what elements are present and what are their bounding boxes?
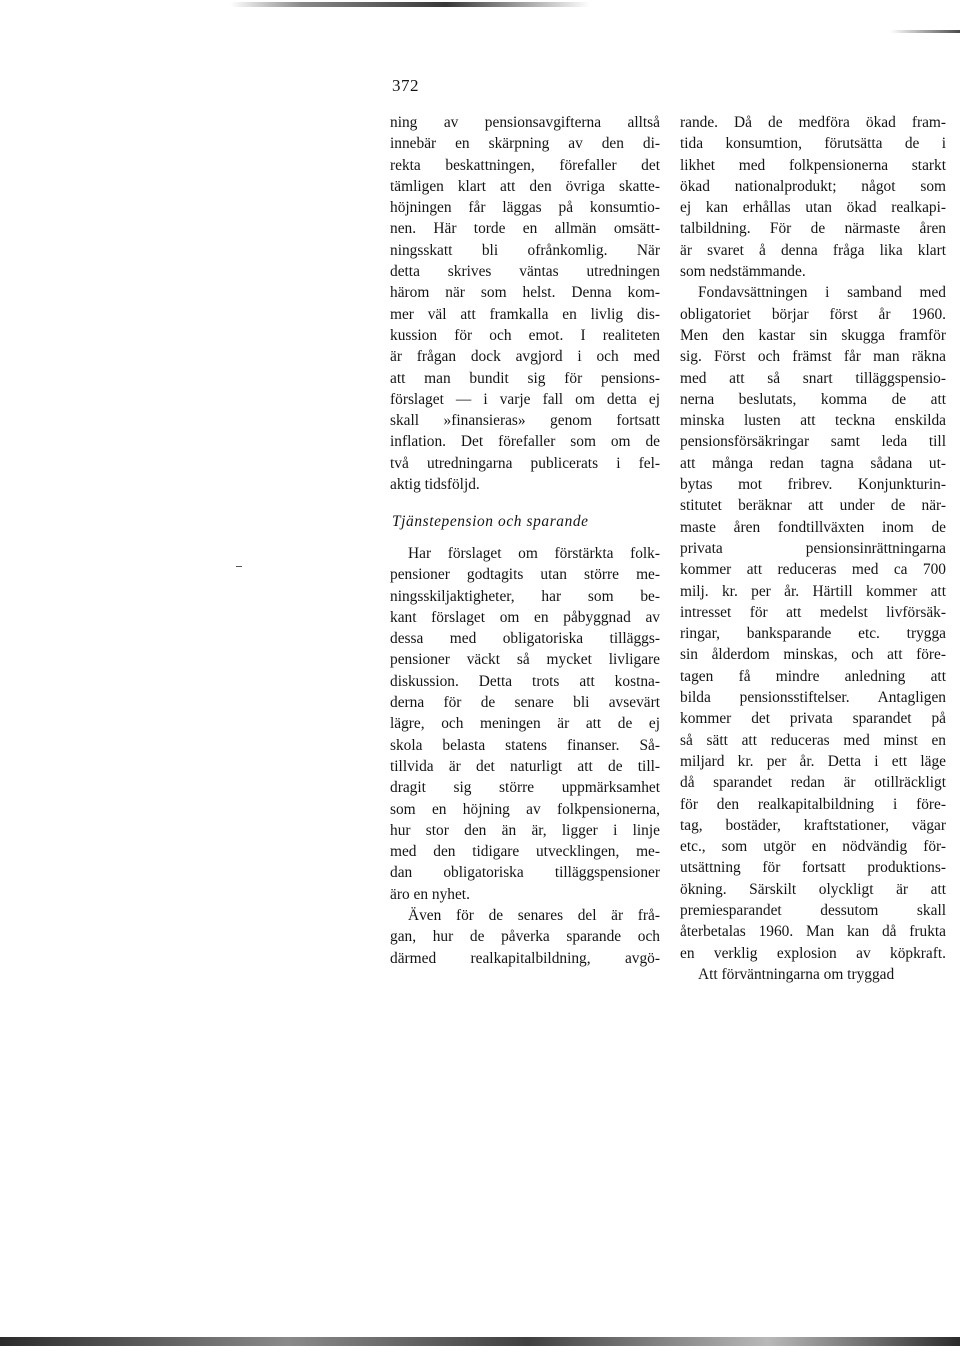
text-line: kant förslaget om en påbyggnad av bbox=[390, 608, 660, 626]
text-line: är svaret å denna fråga lika klart bbox=[680, 241, 946, 259]
text-line: sig. Först och främst får man räkna bbox=[680, 348, 946, 366]
text-line: ning av pensionsavgifterna alltså bbox=[390, 114, 660, 131]
right-column bbox=[680, 112, 946, 985]
text-line: obligatoriet börjar först år 1960. bbox=[680, 305, 946, 323]
text-line: utsättning för fortsatt produktions- bbox=[680, 859, 946, 877]
text-line: mer väl att framkalla en livlig dis- bbox=[390, 305, 660, 323]
text-line: förslaget — i varje fall om detta ej bbox=[390, 390, 660, 408]
text-line: likhet med folkpensionerna starkt bbox=[680, 156, 946, 174]
text-line: intresset för att medelst livförsäk- bbox=[680, 603, 946, 621]
margin-mark bbox=[236, 566, 242, 567]
text-line: rande. Då de medföra ökad fram- bbox=[680, 114, 946, 131]
text-line: som en höjning av folkpensionerna, bbox=[390, 800, 660, 818]
text-line: milj. kr. per år. Härtill kommer att bbox=[680, 582, 946, 600]
text-line: derna för de senare bli avsevärt bbox=[390, 694, 660, 712]
text-line: inflation. Det förefaller som om de bbox=[390, 433, 660, 451]
text-line: detta skrives väntas utredningen bbox=[390, 263, 660, 281]
text-line: för den realkapitalbildning i före- bbox=[680, 795, 946, 813]
text-line: återbetalas 1960. Man kan då frukta bbox=[680, 923, 946, 941]
text-line: minska lusten att teckna enskilda bbox=[680, 412, 946, 430]
text-line: då sparandet redan är otillräckligt bbox=[680, 774, 946, 792]
text-line: rekta beskattningen, förefaller det bbox=[390, 156, 660, 174]
scan-edge-top-right bbox=[890, 30, 960, 33]
text-line: premiesparandet dessutom skall bbox=[680, 901, 946, 919]
text-line: nerna beslutats, komma de att bbox=[680, 390, 946, 408]
text-line: så sätt att reduceras med minst en bbox=[680, 731, 946, 749]
scan-edge-top bbox=[230, 2, 590, 7]
text-line: hur stor den än är, ligger i linje bbox=[390, 821, 660, 839]
text-line: pensioner väckt så mycket livligare bbox=[390, 651, 660, 669]
text-line: att många redan tagna sådana ut- bbox=[680, 454, 946, 472]
text-line: är frågan dock avgjord i och med bbox=[390, 348, 660, 366]
text-line: lägre, och meningen är att de ej bbox=[390, 715, 660, 733]
text-line: Att förväntningarna om tryggad bbox=[698, 965, 895, 983]
text-line: talbildning. För de närmaste åren bbox=[680, 220, 946, 238]
text-line: Fondavsättningen i samband med bbox=[698, 284, 946, 302]
text-line: ningsskatt bli ofrånkomlig. När bbox=[390, 241, 660, 259]
text-line: diskussion. Detta trots att kostna- bbox=[390, 672, 660, 690]
text-line: tida konsumtion, förutsätta de i bbox=[680, 135, 946, 153]
text-line: ringar, banksparande etc. trygga bbox=[680, 625, 946, 643]
text-line: dessa med obligatoriska tilläggs- bbox=[390, 630, 660, 648]
text-line: etc., som utgör en nödvändig för- bbox=[680, 838, 946, 856]
text-line: tag, bostäder, kraftstationer, vägar bbox=[680, 816, 946, 834]
text-line: Men den kastar sin skugga framför bbox=[680, 326, 946, 344]
text-line: tämligen klart att den övriga skatte- bbox=[390, 177, 660, 195]
text-line: ej kan erhållas utan ökad realkapi- bbox=[680, 199, 946, 217]
text-line: höjningen får läggas på konsumtio- bbox=[390, 199, 660, 217]
text-line: stitutet beräknar att under de när- bbox=[680, 497, 946, 515]
text-line: privata pensionsinrättningarna bbox=[680, 539, 946, 557]
text-line: gan, hur de påverka sparande och bbox=[390, 928, 660, 946]
page-number: 372 bbox=[392, 76, 419, 95]
text-line: en verklig explosion av köpkraft. bbox=[680, 944, 946, 962]
scan-edge-bottom bbox=[0, 1337, 960, 1346]
text-line: pensionsförsäkringar samt leda till bbox=[680, 433, 946, 451]
text-line: kommer det privata sparandet på bbox=[680, 710, 946, 728]
text-line: härom när som helst. Denna kom- bbox=[390, 284, 660, 302]
text-line: pensioner godtagits utan större me- bbox=[390, 566, 660, 584]
text-line: äro en nyhet. bbox=[390, 885, 470, 903]
text-line: ökning. Särskilt olyckligt är att bbox=[680, 880, 946, 898]
text-line: aktig tidsföljd. bbox=[390, 476, 480, 494]
text-line: dan obligatoriska tilläggspensioner bbox=[390, 864, 660, 882]
text-line: miljard kr. per år. Detta i ett läge bbox=[680, 752, 946, 770]
text-line: kommer att reduceras med ca 700 bbox=[680, 561, 946, 579]
section-heading: Tjänstepension och sparande bbox=[392, 513, 589, 530]
text-line: nen. Här torde en allmän omsätt- bbox=[390, 220, 660, 238]
text-line: dragit sig större uppmärksamhet bbox=[390, 779, 660, 797]
text-line: Även för de senares del är frå- bbox=[408, 907, 660, 925]
text-line: bytas mot fribrev. Konjunkturin- bbox=[680, 476, 946, 494]
text-line: som nedstämmande. bbox=[680, 263, 806, 281]
text-line: innebär en skärpning av den di- bbox=[390, 135, 660, 153]
text-line: bilda pensionsstiftelser. Antagligen bbox=[680, 689, 946, 707]
text-line: skola belasta statens finanser. Så- bbox=[390, 736, 660, 754]
text-line: därmed realkapitalbildning, avgö- bbox=[390, 949, 660, 967]
text-line: med att så snart tilläggspensio- bbox=[680, 369, 946, 387]
text-line: ökad nationalprodukt; något som bbox=[680, 177, 946, 195]
text-line: två utredningarna publicerats i fel- bbox=[390, 454, 660, 472]
text-line: kussion för och emot. I realiteten bbox=[390, 326, 660, 344]
text-line: med den tidigare utvecklingen, me- bbox=[390, 843, 660, 861]
left-column-bottom bbox=[390, 543, 660, 969]
text-line: skall »finansieras» genom fortsatt bbox=[390, 412, 660, 430]
text-line: tagen få mindre anledning att bbox=[680, 667, 946, 685]
text-line: att man bundit sig för pensions- bbox=[390, 369, 660, 387]
text-line: tillvida är det naturligt att de till- bbox=[390, 757, 660, 775]
text-line: ningsskiljaktigheter, har som be- bbox=[390, 587, 660, 605]
text-line: sin ålderdom minskas, och att före- bbox=[680, 646, 946, 664]
text-line: Har förslaget om förstärkta folk- bbox=[408, 545, 660, 562]
text-line: maste åren fondtillväxten inom de bbox=[680, 518, 946, 536]
left-column-top bbox=[390, 112, 660, 495]
